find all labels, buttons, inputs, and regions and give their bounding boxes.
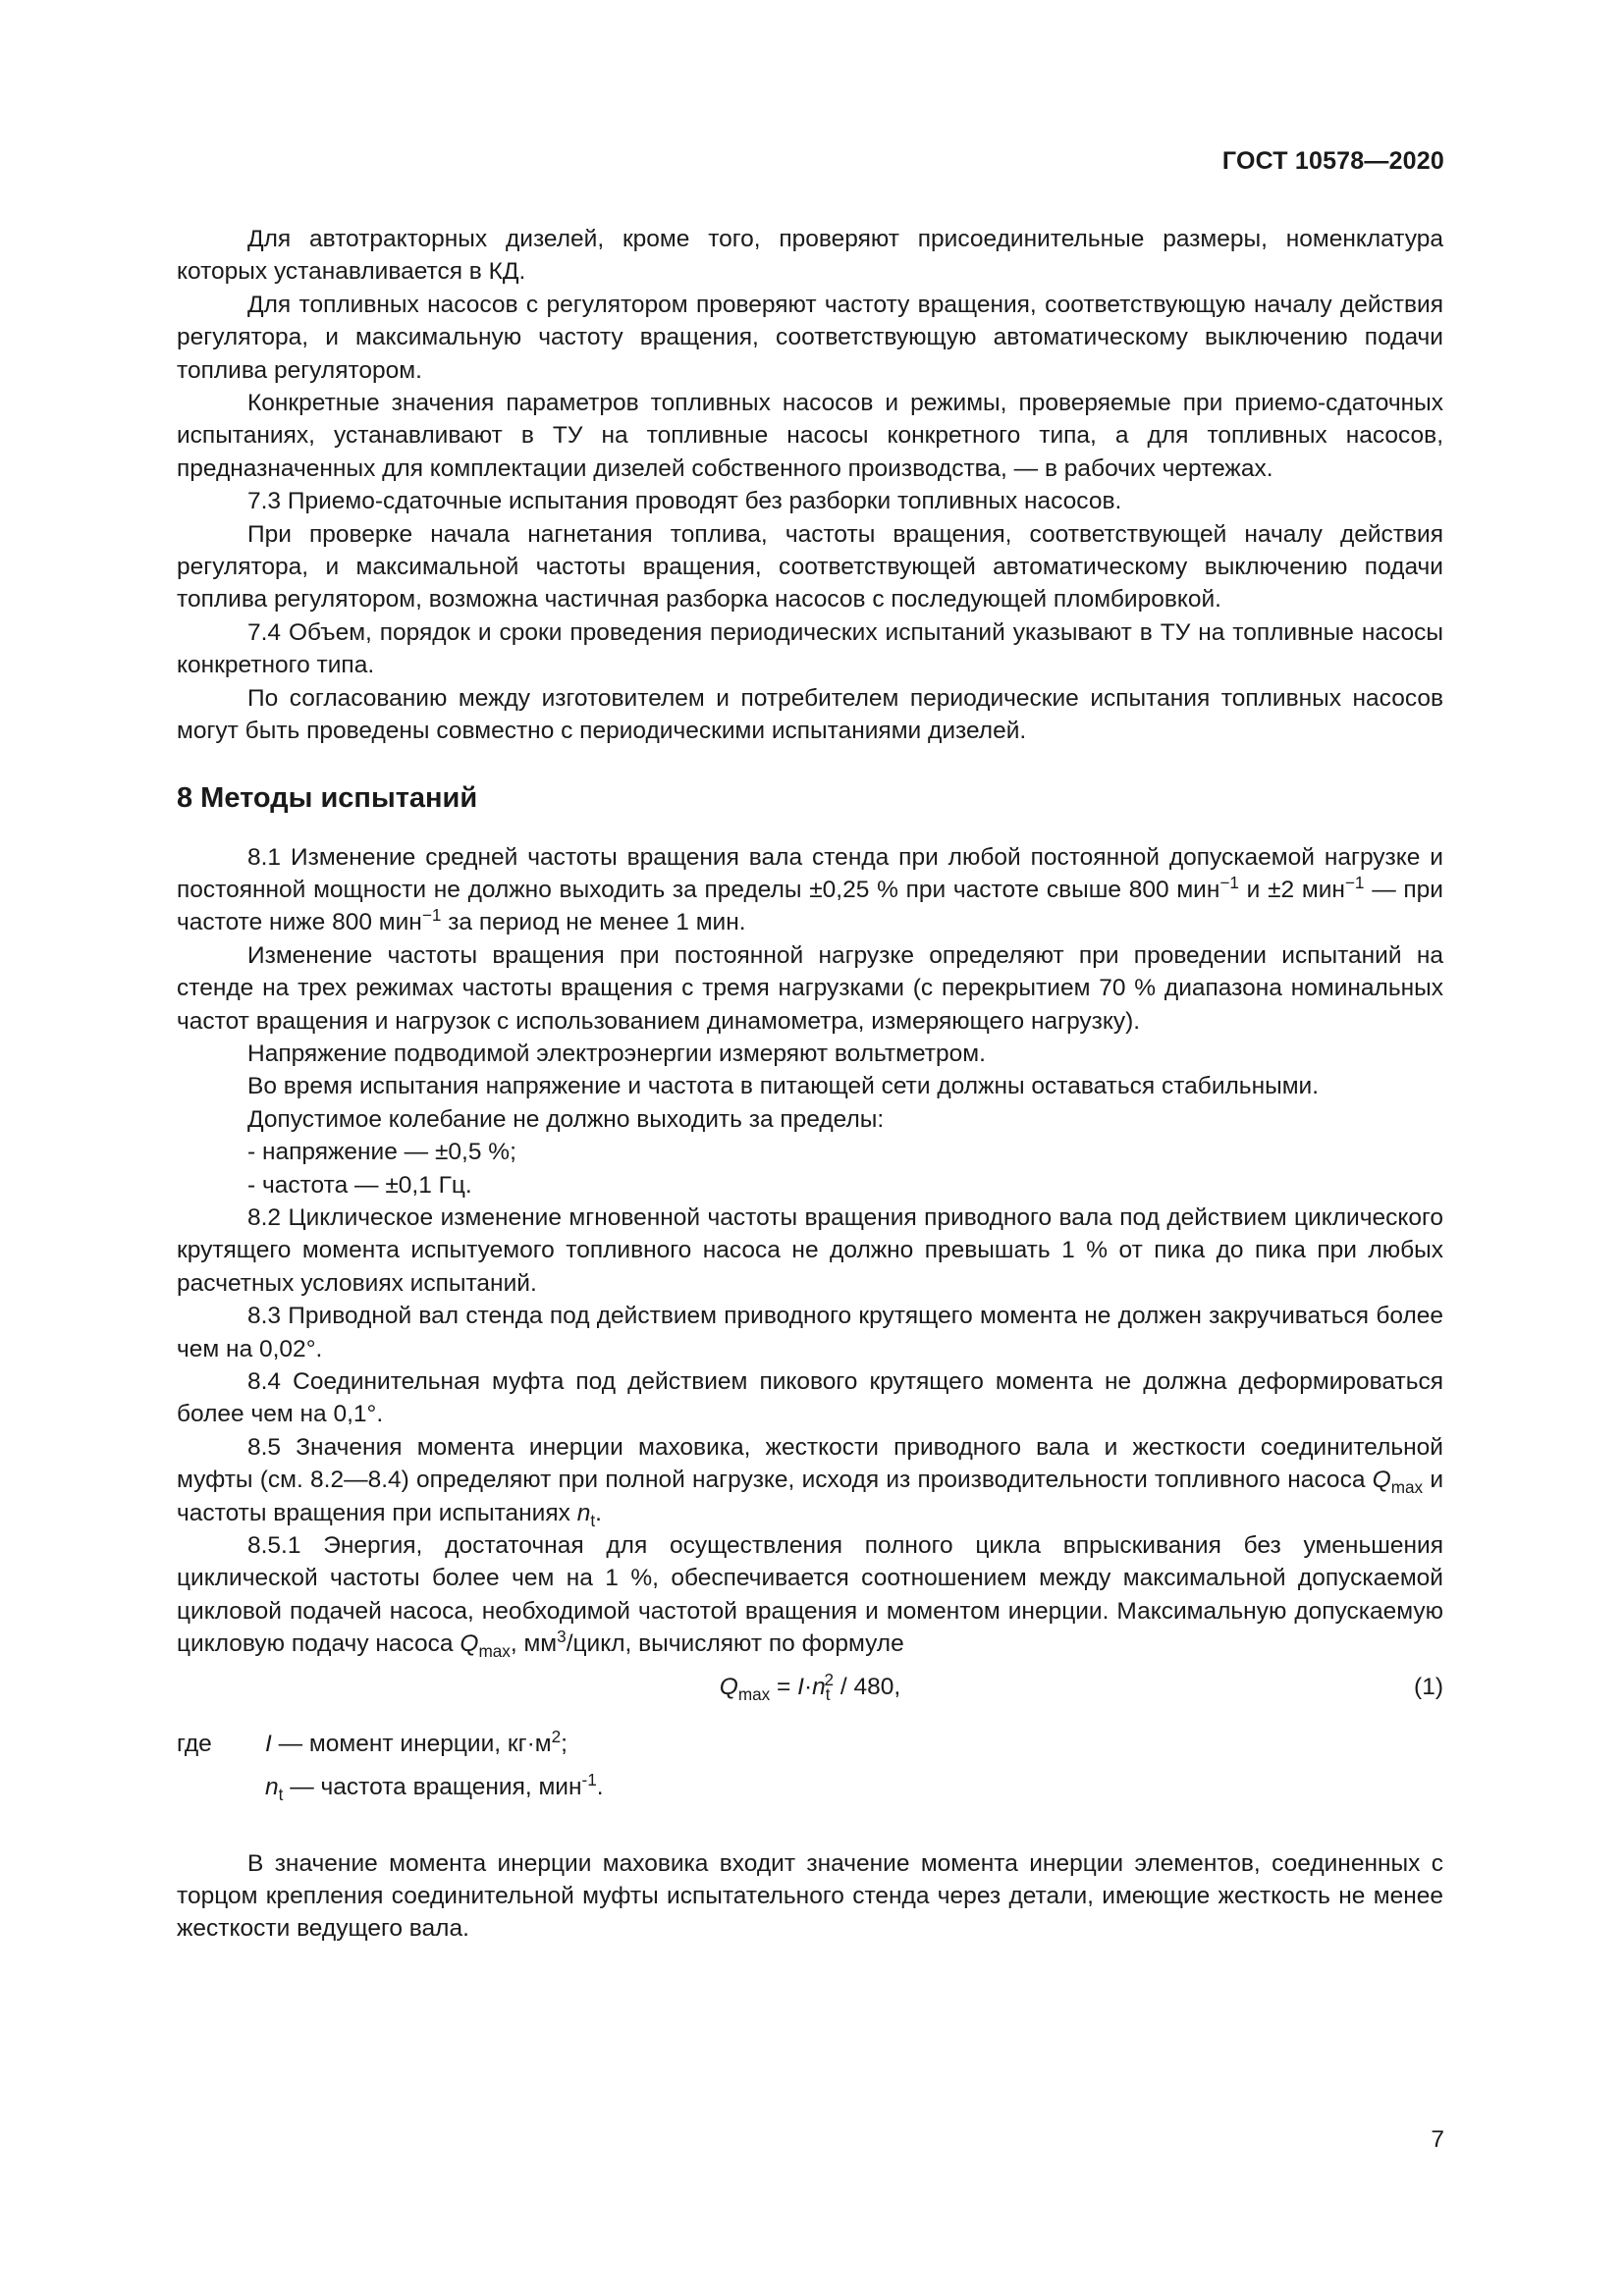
paragraph-8-2: 8.2 Циклическое изменение мгновенной частоты вращения приводного вала под действием циклического крутящего момента испытуемого топливного насоса не должно превышать 1 % от пика до пика при любых расчетных условиях испытаний. [177, 1203, 1443, 1297]
text-run: /цикл, вычисляют по формуле [566, 1630, 904, 1658]
text-run: 8.5.1 Энергия, достаточная для осуществления полного цикла впрыскивания без уменьшения циклической частоты более чем на 1 %, обеспечивается соотношением между максимальной допускаемой цикловой подачей насоса, необходимой частотой вращения и моментом инерции. Максимальную допускаемую цикловую подачу насоса [177, 1532, 1443, 1658]
section-heading-8 [177, 748, 1443, 841]
symbol-q: Q [1372, 1467, 1391, 1494]
paragraph: При проверке начала нагнетания топлива, частоты вращения, соответствующей началу действия регулятора, и максимальной частоты вращения, соответствующей автоматическому выключению подачи топлива регулятором, возможна частичная разборка насосов с последующей пломбировкой. [177, 520, 1443, 614]
paragraph-8-1 [177, 841, 1443, 939]
text-run: ; [561, 1730, 568, 1757]
text-run: — при частоте ниже 800 мин [177, 876, 1443, 936]
paragraph: Для автотракторных дизелей, кроме того, проверяют присоединительные размеры, номенклатура которых устанавливается в КД. [177, 226, 1443, 286]
subscript: max [737, 1683, 771, 1704]
symbol-i: I [797, 1673, 804, 1700]
legend-definition [265, 1771, 604, 1803]
paragraph-8-3: 8.3 Приводной вал стенда под действием приводного крутящего момента не должен закручиваться более чем на 0,02°. [177, 1303, 1443, 1362]
list-item: - частота — ±0,1 Гц. [247, 1171, 472, 1199]
subscript: t [278, 1784, 284, 1804]
subscript: max [1390, 1477, 1424, 1498]
formula-1 [177, 1671, 1443, 1718]
text-run: — момент инерции, кг·м [271, 1730, 552, 1757]
standard-id-header: ГОСТ 10578—2020 [1221, 147, 1444, 175]
text-run: и частоты вращения при испытаниях [177, 1467, 1443, 1526]
multiply-dot: · [803, 1673, 813, 1700]
symbol-n: n [265, 1773, 279, 1800]
symbol-n: n [812, 1673, 826, 1700]
symbol-n: n [576, 1499, 591, 1526]
formula-expression [177, 1671, 1443, 1703]
symbol-q: Q [460, 1630, 479, 1658]
paragraph-8-5-1 [177, 1529, 1443, 1661]
equals: = [770, 1673, 798, 1700]
legend-row [177, 1771, 1443, 1814]
document-body [177, 223, 1443, 1946]
text-run: — частота вращения, мин [283, 1773, 582, 1800]
exponent: 2 [824, 1669, 835, 1689]
paragraph: Во время испытания напряжение и частота в питающей сети должны оставаться стабильными. [247, 1073, 1320, 1100]
paragraph: Конкретные значения параметров топливных насосов и режимы, проверяемые при приемо-сдаточных испытаниях, устанавливают в ТУ на топливные насосы конкретного типа, а для топливных насосов, предназначенных для комплектации дизелей собственного производства, — в рабочих чертежах. [177, 390, 1443, 482]
text-run: и ±2 мин [1238, 876, 1345, 903]
exponent: −1 [421, 905, 442, 926]
paragraph: Изменение частоты вращения при постоянной нагрузке определяют при проведении испытаний на стенде на трех режимах частоты вращения с тремя нагрузками (с перекрытием 70 % диапазона номинальных частот вращения и нагрузок с использованием динамометра, измеряющего нагрузку). [177, 941, 1443, 1035]
text-run: 8.5 Значения момента инерции маховика, жесткости приводного вала и жесткости соединительной муфты (см. 8.2—8.4) определяют при полной нагрузке, исходя из производительности топливного насоса [177, 1433, 1443, 1494]
list-item: - напряжение — ±0,5 %; [247, 1139, 516, 1166]
paragraph: По согласованию между изготовителем и потребителем периодические испытания топливных насосов могут быть проведены совместно с периодическими испытаниями дизелей. [177, 684, 1443, 745]
formula-number: (1) [1414, 1673, 1443, 1700]
paragraph-7-3: 7.3 Приемо-сдаточные испытания проводят без разборки топливных насосов. [247, 488, 1122, 515]
subscript: t [590, 1510, 596, 1530]
text-run: , мм [510, 1630, 558, 1658]
legend-definition [265, 1728, 568, 1760]
formula-legend [177, 1728, 1443, 1814]
paragraph: Допустимое колебание не должно выходить за пределы: [247, 1105, 885, 1133]
section-heading-text: 8 Методы испытаний [177, 781, 478, 814]
page-number: 7 [1431, 2126, 1444, 2153]
exponent: 3 [557, 1627, 567, 1647]
where-label: где [177, 1730, 212, 1757]
subscript: t [825, 1683, 831, 1704]
paragraph: Для топливных насосов с регулятором проверяют частоту вращения, соответствующую началу действия регулятора, и максимальную частоту вращения, соответствующую автоматическому выключению подачи топлива регулятором. [177, 291, 1443, 384]
symbol-q: Q [719, 1673, 738, 1700]
text-run: 8.1 Изменение средней частоты вращения вала стенда при любой постоянной допускаемой нагрузке и постоянной мощности не должно выходить за пределы ±0,25 % при частоте свыше 800 мин [177, 843, 1443, 903]
paragraph-8-5 [177, 1431, 1443, 1529]
symbol-i: I [265, 1730, 272, 1757]
paragraph-7-4: 7.4 Объем, порядок и сроки проведения периодических испытаний указывают в ТУ на топливные насосы конкретного типа. [177, 618, 1443, 679]
paragraph-8-4: 8.4 Соединительная муфта под действием пикового крутящего момента не должна деформироваться более чем на 0,1°. [177, 1368, 1443, 1428]
exponent: −1 [1344, 872, 1365, 892]
text-run: . [595, 1499, 602, 1526]
exponent: -1 [581, 1769, 597, 1789]
text-run: за период не менее 1 мин. [441, 909, 746, 936]
exponent: −1 [1219, 872, 1239, 892]
exponent: 2 [551, 1726, 562, 1746]
paragraph: Напряжение подводимой электроэнергии измеряют вольтметром. [247, 1040, 986, 1067]
text-run: . [596, 1773, 604, 1800]
subscript: max [478, 1641, 511, 1662]
legend-row [177, 1728, 1443, 1771]
paragraph: В значение момента инерции маховика входит значение момента инерции элементов, соединенных с торцом крепления соединительной муфты испытательного стенда через детали, имеющие жесткость не менее жесткости ведущего вала. [177, 1849, 1443, 1943]
formula-rest: / 480, [834, 1673, 901, 1700]
